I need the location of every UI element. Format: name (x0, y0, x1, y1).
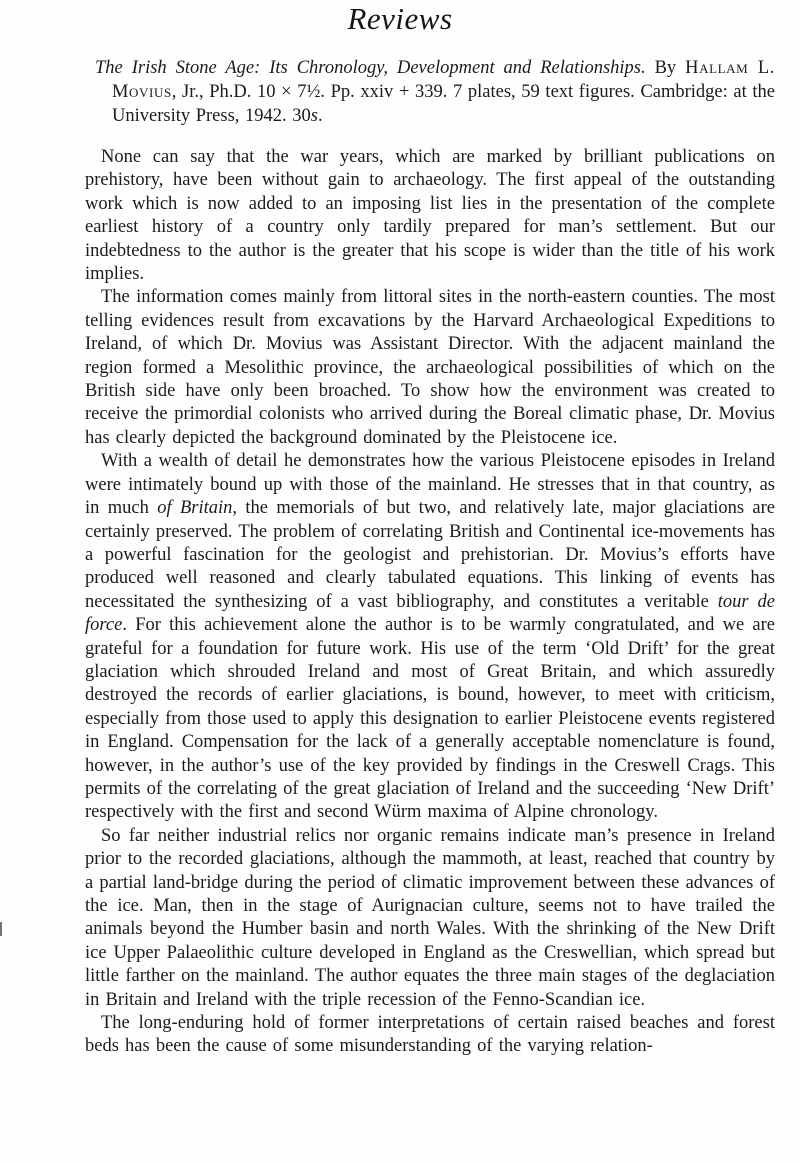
review-paragraph-3 (85, 450, 775, 825)
citation-run: By (645, 58, 686, 78)
review-paragraph-5 (85, 1012, 775, 1059)
citation-run: Hallam L. Movius (112, 58, 776, 102)
review-paragraph-1 (85, 146, 775, 286)
paragraph-run: So far neither industrial relics nor organic remains indicate man’s presence in Ireland prior to the recorded glaciations, although the mammoth, at least, reached that country by a partial land-bridge during the period of climatic improvement between these advances of the ice. Man, then in the stage of Aurignacian culture, seems not to have trailed the animals beyond the Humber basin and north Wales. With the shrinking of the New Drift ice Upper Palaeolithic culture developed in England as the Creswellian, which spread but little farther on the mainland. The author equates the three main stages of the deglaciation in Britain and Ireland with the triple recession of the Fenno-Scandian ice. (85, 825, 775, 1010)
paragraph-run: of Britain (157, 498, 233, 519)
citation-run: s (310, 106, 318, 126)
citation-run: , Jr., Ph.D. 10 × 7½. Pp. xxiv + 339. 7 plates, 59 text figures. Cambridge: at the University Press, 1942. 30 (112, 82, 775, 126)
review-body-text (85, 146, 775, 1059)
paragraph-run: None can say that the war years, which are marked by brilliant publications on prehistory, have been without gain to archaeology. The first appeal of the outstanding work which is now added to an imposing list lies in the presentation of the complete earliest history of a country only tardily prepared for man’s settlement. But our indebtedness to the author is the greater that his scope is wider than the title of his work implies. (85, 147, 775, 285)
review-paragraph-4 (85, 825, 775, 1012)
scan-artifact-mark (0, 922, 2, 936)
paragraph-run: The long-enduring hold of former interpretations of certain raised beaches and forest beds has been the cause of some misunderstanding of the varying relation- (85, 1013, 775, 1057)
paragraph-run: tour de force (85, 591, 775, 636)
paragraph-run: . For this achievement alone the author is to be warmly congratulated, and we are grateful for a foundation for future work. His use of the term ‘Old Drift’ for the great glaciation which shrouded Ireland and most of Great Britain, and which assuredly destroyed the records of earlier glaciations, is bound, however, to meet with criticism, especially from those used to apply this designation to earlier Pleistocene events registered in England. Compensation for the lack of a generally acceptable nomenclature is found, however, in the author’s use of the key provided by findings in the Creswell Crags. This permits of the correlating of the great glaciation of Ireland and the succeeding ‘New Drift’ respectively with the first and second Würm maxima of Alpine chronology. (85, 615, 775, 823)
paragraph-run: The information comes mainly from littoral sites in the north-eastern counties. The most telling evidences result from excavations by the Harvard Archaeological Expeditions to Ireland, of which Dr. Movius was Assistant Director. With the adjacent mainland the region formed a Mesolithic province, the archaeological possibilities of which on the British side have only been broached. To show how the environment was created to receive the primordial colonists who arrived during the Boreal climatic phase, Dr. Movius has clearly depicted the background dominated by the Pleistocene ice. (85, 287, 775, 448)
citation-run: . (318, 106, 323, 126)
review-paragraph-2 (85, 286, 775, 450)
book-citation (95, 56, 776, 128)
paragraph-run: , the memorials of but two, and relatively late, major glaciations are certainly preserved. The problem of correlating British and Continental ice-movements has a powerful fascination for the geologist and prehistorian. Dr. Movius’s efforts have produced well reasoned and clearly tabulated equations. This linking of events has necessitated the synthesizing of a vast bibliography, and constitutes a veritable (85, 498, 775, 612)
citation-run: The Irish Stone Age: Its Chronology, Development and Relationships. (95, 58, 646, 78)
page-title: Reviews (347, 1, 453, 36)
paragraph-run: With a wealth of detail he demonstrates how the various Pleistocene episodes in Ireland were intimately bound up with those of the mainland. He stresses that in that country, as in much (85, 451, 775, 519)
